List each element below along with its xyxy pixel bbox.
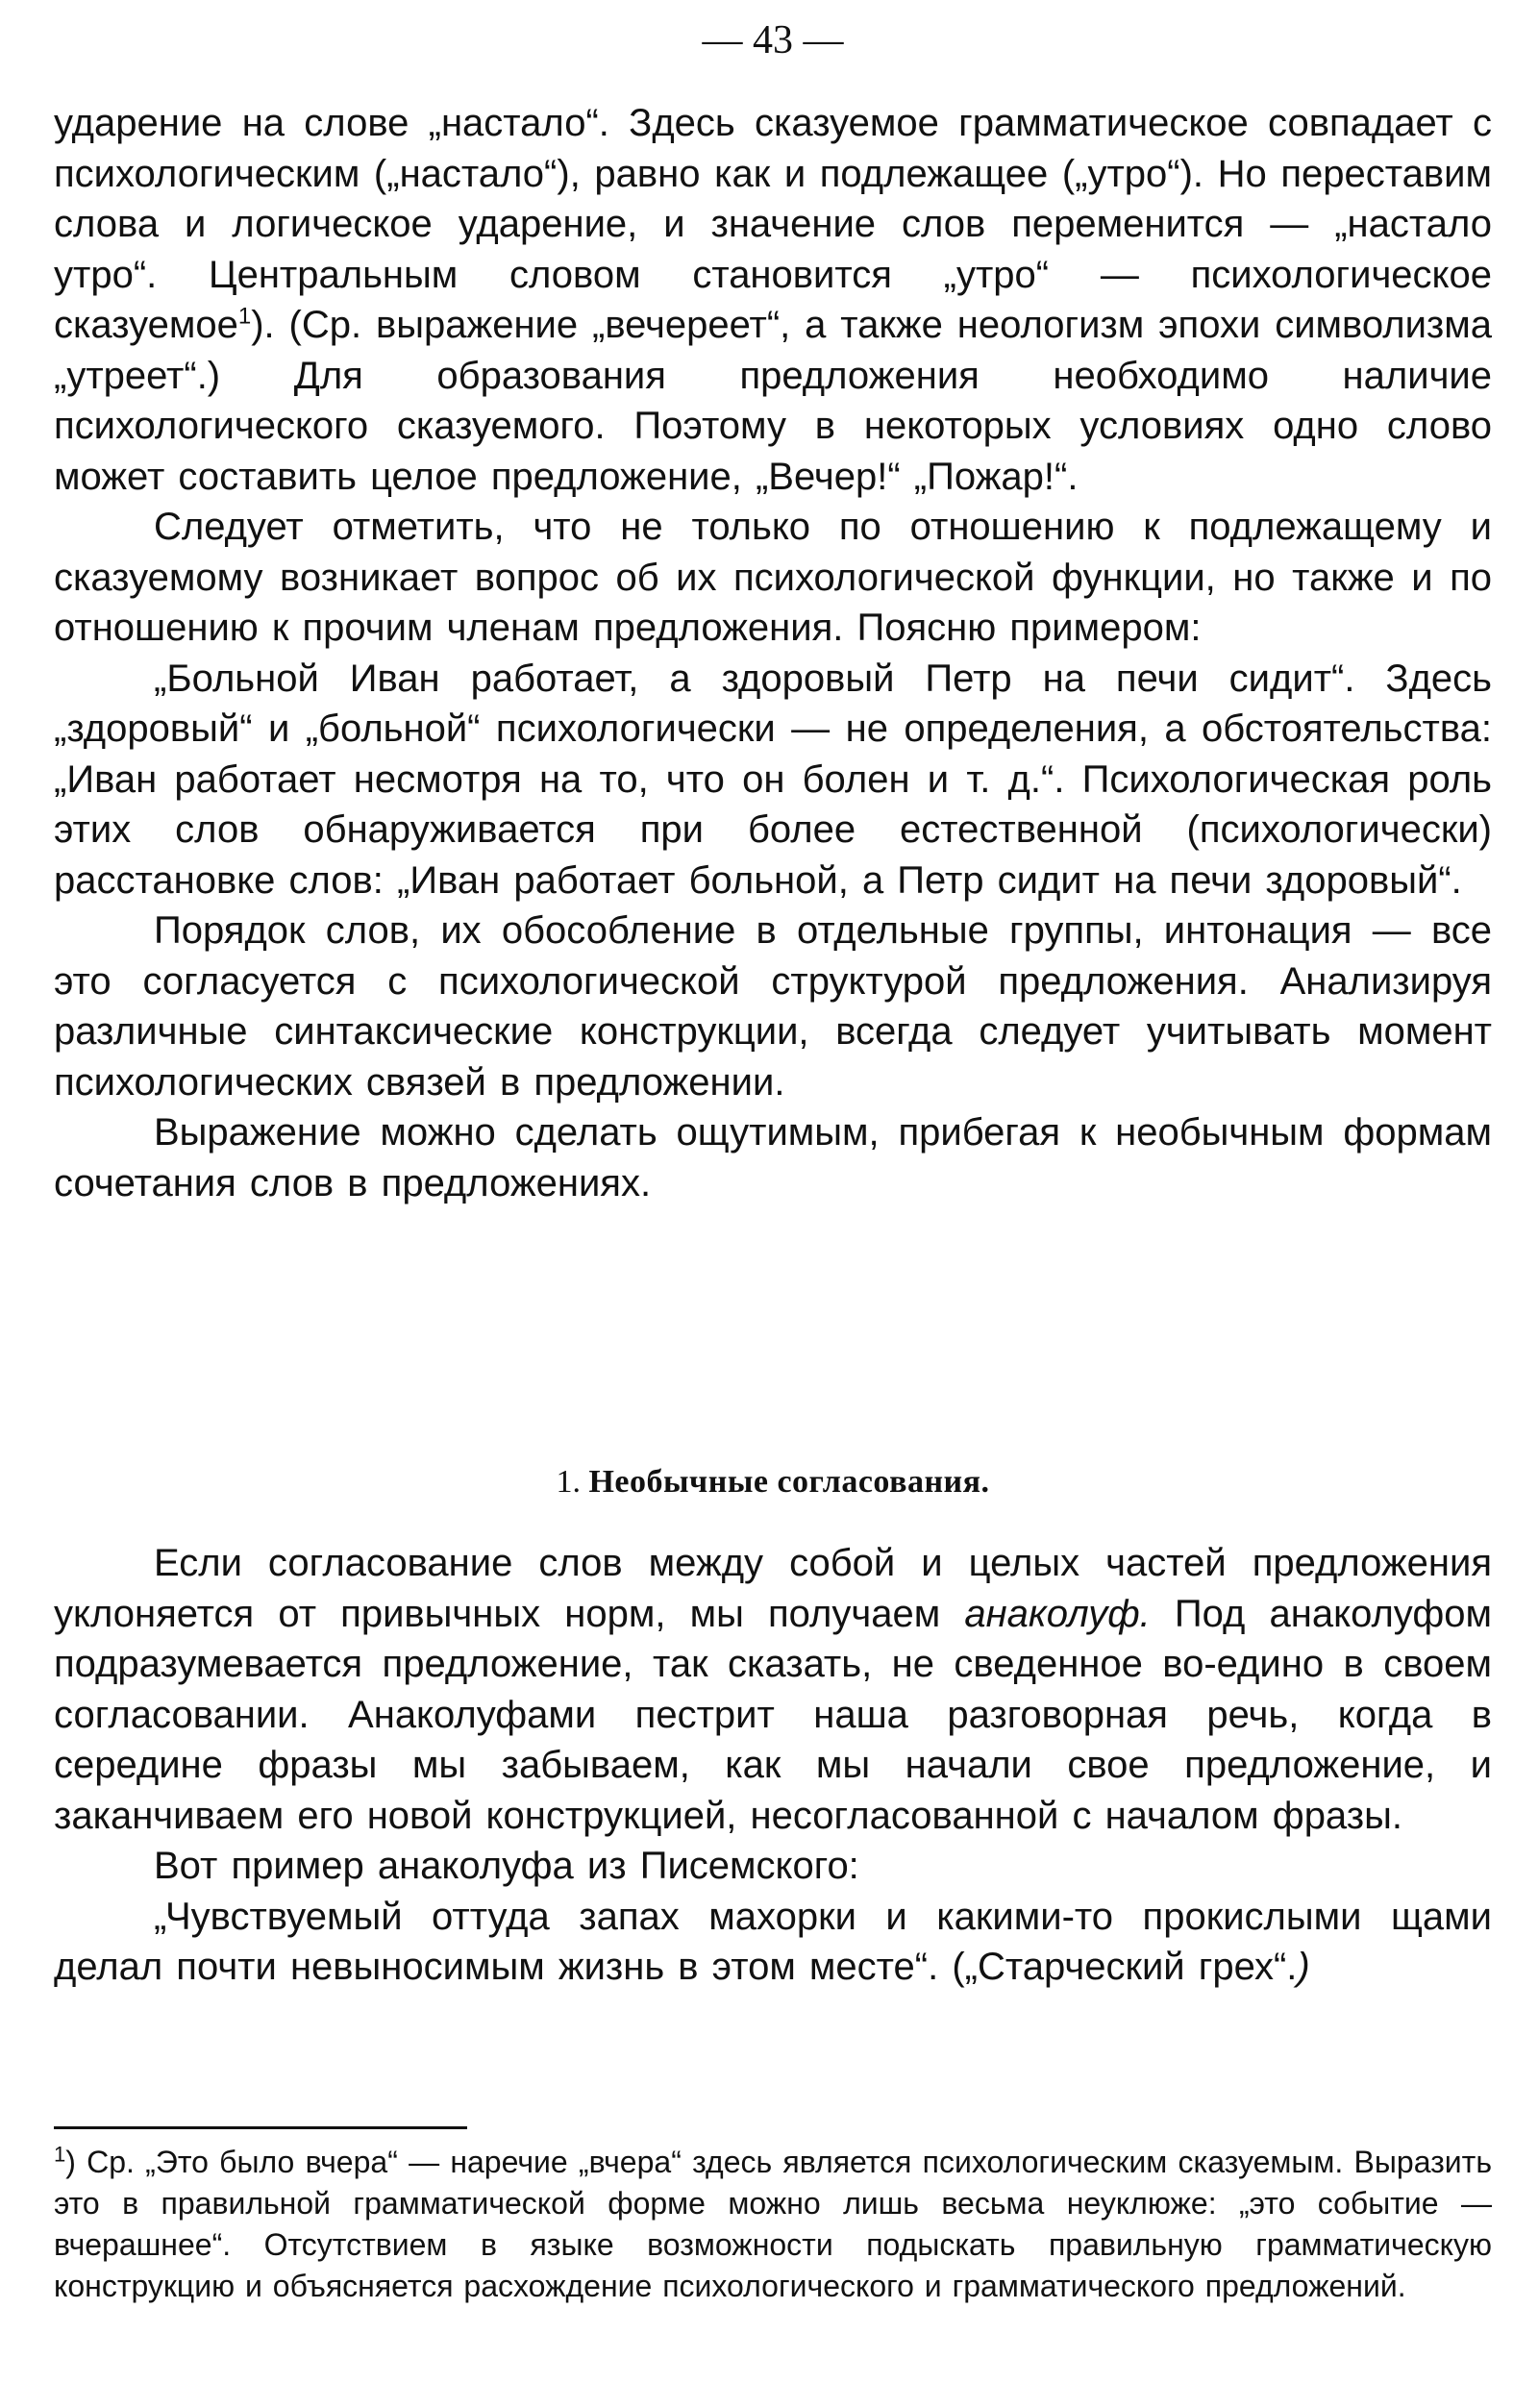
main-text-lower — [54, 1538, 1492, 1993]
paragraph-7: Вот пример анаколуфа из Писемского: — [154, 1845, 859, 1887]
paragraph-1-part-b: ). (Ср. выражение „вечереет“, а также неологизм эпохи символизма „утреет“.) Для образования предложения необходимо наличие психологического сказуемого. Поэтому в некоторых условиях одно слово может составить целое предложение, „Вечер!“ „Пожар!“. — [54, 304, 1492, 498]
section-heading — [54, 1459, 1492, 1505]
main-text-upper — [54, 98, 1492, 1208]
paragraph-2: Следует отметить, что не только по отношению к подлежащему и сказуемому возникает вопрос об их психологической функции, но также и по отношению к прочим членам предложения. Поясню примером: — [54, 506, 1492, 649]
book-page — [54, 0, 1492, 2408]
quote-closing-paren: ) — [1297, 1946, 1310, 1988]
paragraph-5: Выражение можно сделать ощутимым, прибегая к необычным формам сочетания слов в предложениях. — [54, 1111, 1492, 1204]
paragraph-3: „Больной Иван работает, а здоровый Петр на печи сидит“. Здесь „здоровый“ и „больной“ психологически — не определения, а обстоятельства: „Иван работает несмотря на то, что он болен и т. д.“. Психологическая роль этих слов обнаруживается при более естественной (психологически) расстановке слов: „Иван работает больной, а Петр сидит на печи здоровый“. — [54, 657, 1492, 902]
footnote-divider — [54, 2126, 467, 2129]
paragraph-8-quote — [54, 1892, 1492, 1993]
footnote-text: ) Ср. „Это было вчера“ — наречие „вчера“ здесь является психологическим сказуемым. Выразить это в правильной грамматической форме можно лишь весьма неуклюже: „это событие — вчерашнее“. Отсутствием в языке возможности подыскать правильную грамматическую конструкцию и объясняется расхождение психологического и грамматического предложений. — [54, 2145, 1492, 2303]
quote-text: „Чувствуемый оттуда запах махорки и какими-то прокислыми щами делал почти невыносимым жизнь в этом месте“. („Старческий грех“. — [54, 1895, 1492, 1988]
paragraph-1 — [54, 98, 1492, 502]
paragraph-6-part-a: Если согласование слов между собой и целых частей предложения уклоняется от привычных норм, мы получаем — [54, 1542, 1492, 1635]
paragraph-4: Порядок слов, их обособление в отдельные группы, интонация — все это согласуется с психологической структурой предложения. Анализируя различные синтаксические конструкции, всегда следует учитывать момент психологических связей в предложении. — [54, 909, 1492, 1104]
footnote — [54, 2142, 1492, 2307]
paragraph-6 — [54, 1538, 1492, 1841]
paragraph-1-part-a: ударение на слове „настало“. Здесь сказуемое грамматическое совпадает с психологическим („настало“), равно как и подлежащее („утро“). Но переставим слова и логическое ударение, и значение слов переменится — „настало утро“. Центральным словом становится „утро“ — психологическое сказуемое — [54, 102, 1492, 346]
footnote-reference-mark: 1 — [237, 303, 252, 330]
section-title: Необычные согласования. — [588, 1464, 990, 1500]
section-number: 1. — [556, 1464, 581, 1500]
page-number: — 43 — — [702, 18, 844, 62]
paragraph-6-part-b: Под анаколуфом подразумевается предложение, так сказать, не сведенное во-едино в своем согласовании. Анаколуфами пестрит наша разговорная речь, когда в середине фразы мы забываем, как мы начали свое предложение, и заканчиваем его новой конструкцией, несогласованной с началом фразы. — [54, 1592, 1492, 1837]
term-anacoluthon: анаколуф. — [964, 1592, 1151, 1635]
footnote-mark: 1 — [54, 2142, 66, 2167]
